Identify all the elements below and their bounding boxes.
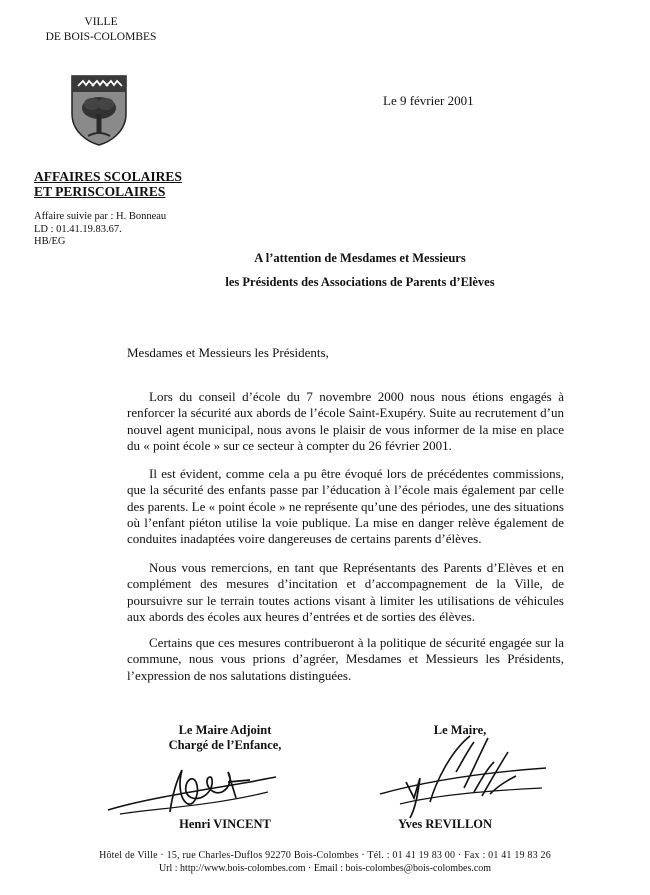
- coat-of-arms-logo: [70, 74, 128, 146]
- salutation: Mesdames et Messieurs les Présidents,: [127, 345, 329, 360]
- reference-handler: Affaire suivie par : H. Bonneau: [34, 211, 167, 222]
- body-paragraph-3: Nous vous remercions, en tant que Représentants des Parents d’Elèves et en complément des mesures d’incitation et d’accompagnement de la Ville, de poursuivre sur le terrain toutes actions visant à limiter les utilisations de véhicules aux abords des écoles aux heures d’entrées et de sorties des élèves.: [127, 560, 564, 624]
- deputy-mayor-signature: [100, 752, 280, 822]
- mayor-name: Yves REVILLON: [397, 817, 493, 831]
- letter-date: Le 9 février 2001: [383, 93, 474, 108]
- town-header: [40, 15, 162, 45]
- deputy-mayor-title-line-1: Le Maire Adjoint: [178, 723, 272, 737]
- town-line-1: VILLE: [84, 16, 118, 28]
- mayor-signature: [370, 732, 550, 822]
- reference-block: [34, 211, 166, 249]
- deputy-mayor-title-line-2: Chargé de l’Enfance,: [168, 738, 282, 752]
- town-line-2: DE BOIS-COLOMBES: [45, 31, 157, 43]
- attention-line-1: A l’attention de Mesdames et Messieurs: [254, 251, 466, 265]
- body-paragraph-4: Certains que ces mesures contribueront à la politique de sécurité engagée sur la commune, nous vous prions d’agréer, Mesdames et Messieurs les Présidents, l’expression de nos salutations distinguées.: [127, 635, 564, 683]
- department-line-1: AFFAIRES SCOLAIRES: [34, 169, 182, 184]
- reference-initials: HB/EG: [34, 236, 66, 247]
- footer-address: Hôtel de Ville · 15, rue Charles-Duflos 92270 Bois-Colombes · Tél. : 01 41 19 83 00 · Fax : 01 41 19 83 26: [99, 850, 551, 861]
- body-paragraph-1: Lors du conseil d’école du 7 novembre 2000 nous nous étions engagés à renforcer la sécurité aux abords de l’école Saint-Exupéry. Suite au recrutement d’un nouvel agent municipal, nous avons le plaisir de vous informer de la mise en place du « point école » sur ce secteur à compter du 26 février 2001.: [127, 389, 564, 453]
- deputy-mayor-name: Henri VINCENT: [179, 817, 271, 831]
- attention-line-2: les Présidents des Associations de Parents d’Elèves: [225, 275, 495, 289]
- department-heading: [34, 169, 182, 199]
- mayor-title-line: Le Maire,: [433, 723, 487, 737]
- body-paragraph-2: Il est évident, comme cela a pu être évoqué lors de précédentes commissions, que la sécurité des enfants passe par l’éducation à l’école mais également par celle des parents. Le « point école » ne représente qu’une des périodes, une des situations où l’enfant piéton utilise la voie publique. La mise en danger relève également de conduites inadaptées voire dangereuses de certains parents d’élèves.: [127, 466, 564, 547]
- reference-phone: LD : 01.41.19.83.67.: [34, 223, 122, 235]
- deputy-mayor-title: [150, 723, 300, 753]
- department-line-2: ET PERISCOLAIRES: [34, 184, 166, 199]
- footer-web-contact: Url : http://www.bois-colombes.com · Email : bois-colombes@bois-colombes.com: [158, 863, 492, 874]
